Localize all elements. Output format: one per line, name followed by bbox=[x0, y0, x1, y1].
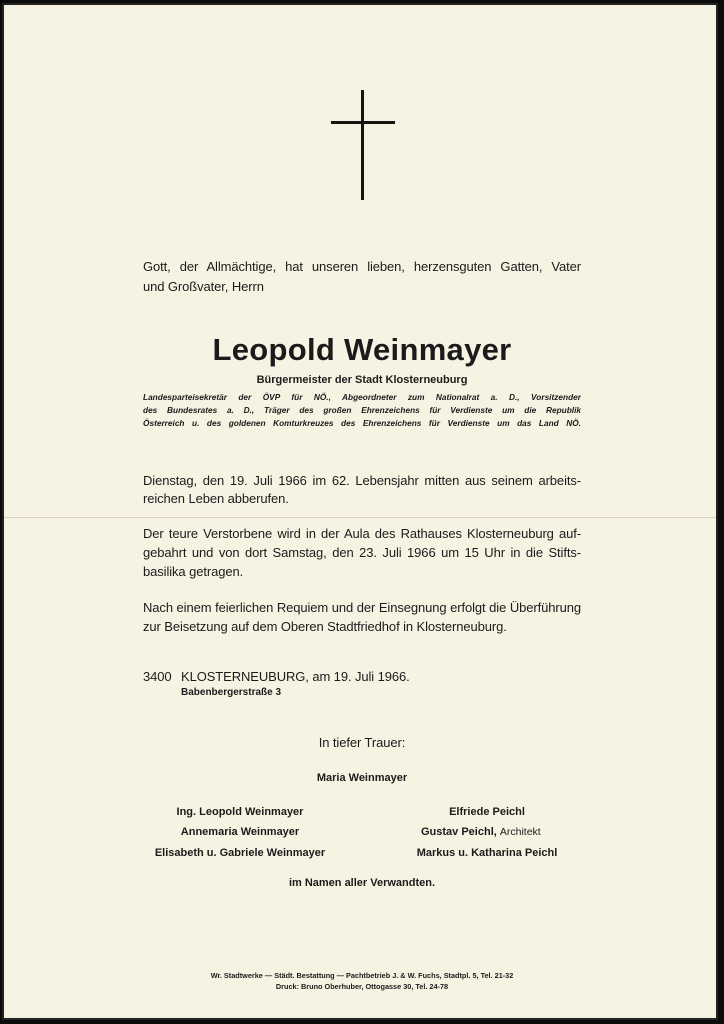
mourning-heading: In tiefer Trauer: bbox=[318, 735, 406, 750]
footer-undertaker: Wr. Stadtwerke — Städt. Bestattung — Pachtbetrieb J. & W. Fuchs, Stadtpl. 5, Tel. 21-32 bbox=[210, 971, 514, 980]
funeral-line-3: basilika getragen. bbox=[143, 564, 244, 579]
postcode: 3400 bbox=[143, 669, 172, 684]
mourner-right-2 bbox=[421, 826, 541, 838]
closing-line: im Namen aller Verwandten. bbox=[288, 877, 436, 889]
deceased-name: Leopold Weinmayer bbox=[212, 332, 512, 367]
mourner-left-1: Ing. Leopold Weinmayer bbox=[176, 806, 304, 818]
honor-line-1: Landesparteisekretär der ÖVP für NÖ., Abgeordneter zum Nationalrat a. D., Vorsitzender bbox=[143, 392, 581, 402]
honor-line-3: Österreich u. des goldenen Komturkreuzes des Ehrenzeichens für Verdienste um das Land NÖ. bbox=[143, 418, 581, 428]
mourner-left-3: Elisabeth u. Gabriele Weinmayer bbox=[154, 847, 326, 859]
death-line-2: reichen Leben abberufen. bbox=[143, 491, 289, 506]
mourner-right-1: Elfriede Peichl bbox=[449, 806, 525, 818]
intro-line-1: Gott, der Allmächtige, hat unseren lieben, herzensguten Gatten, Vater bbox=[143, 259, 581, 274]
footer-printer: Druck: Bruno Oberhuber, Ottogasse 30, Tel. 24-78 bbox=[275, 982, 449, 991]
mourner-right-2-name: Gustav Peichl, bbox=[421, 826, 497, 838]
place-date: KLOSTERNEUBURG, am 19. Juli 1966. bbox=[181, 669, 410, 684]
death-line-1: Dienstag, den 19. Juli 1966 im 62. Lebensjahr mitten aus seinem arbeits- bbox=[143, 473, 581, 488]
funeral-line-1: Der teure Verstorbene wird in der Aula des Rathauses Klosterneuburg auf- bbox=[143, 526, 581, 541]
honor-line-2: des Bundesrates a. D., Träger des großen Ehrenzeichens für Verdienste um die Republik bbox=[143, 405, 581, 415]
funeral-line-2: gebahrt und von dort Samstag, den 23. Juli 1966 um 15 Uhr in die Stifts- bbox=[143, 545, 581, 560]
widow-name: Maria Weinmayer bbox=[316, 772, 408, 784]
deceased-position: Bürgermeister der Stadt Klosterneuburg bbox=[256, 374, 468, 386]
burial-line-2: zur Beisetzung auf dem Oberen Stadtfriedhof in Klosterneuburg. bbox=[143, 619, 507, 634]
mourner-right-2-profession: Architekt bbox=[499, 826, 541, 838]
mourner-left-2: Annemaria Weinmayer bbox=[180, 826, 300, 838]
burial-line-1: Nach einem feierlichen Requiem und der Einsegnung erfolgt die Überführung bbox=[143, 600, 581, 615]
mourner-right-3: Markus u. Katharina Peichl bbox=[416, 847, 558, 859]
street-address: Babenbergerstraße 3 bbox=[181, 687, 282, 698]
intro-line-2: und Großvater, Herrn bbox=[143, 279, 264, 294]
